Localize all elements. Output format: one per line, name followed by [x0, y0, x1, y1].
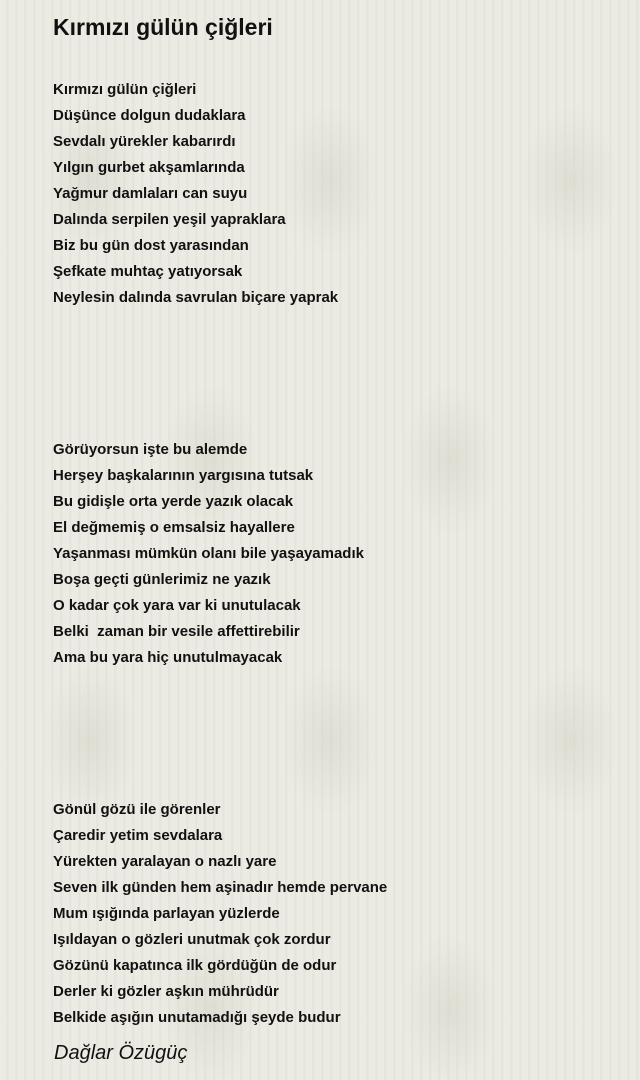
- poem-line: Bu gidişle orta yerde yazık olacak: [53, 493, 294, 510]
- stanza-2: [53, 437, 364, 671]
- stanza-3: [53, 797, 387, 1031]
- poem-line: El değmemiş o emsalsiz hayallere: [53, 519, 295, 536]
- poem-line: Yaşanması mümkün olanı bile yaşayamadık: [53, 545, 364, 562]
- poem-line: Neylesin dalında savrulan biçare yaprak: [53, 289, 339, 306]
- poem-line: Sevdalı yürekler kabarırdı: [53, 133, 236, 150]
- poem-line: Yılgın gurbet akşamlarında: [53, 159, 245, 176]
- poem-line: Yağmur damlaları can suyu: [53, 185, 248, 202]
- poem-author: Dağlar Özügüç: [54, 1042, 188, 1064]
- poem-line: Gözünü kapatınca ilk gördüğün de odur: [53, 957, 337, 974]
- poem-line: Seven ilk günden hem aşinadır hemde pervane: [53, 879, 388, 896]
- poem-line: Çaredir yetim sevdalara: [53, 827, 223, 844]
- poem-line: Düşünce dolgun dudaklara: [53, 107, 246, 124]
- poem-line: Mum ışığında parlayan yüzlerde: [53, 905, 280, 922]
- poem-line: Şefkate muhtaç yatıyorsak: [53, 263, 243, 280]
- poem-line: Ama bu yara hiç unutulmayacak: [53, 649, 283, 666]
- poem-line: Boşa geçti günlerimiz ne yazık: [53, 571, 271, 588]
- poem-line: Belki zaman bir vesile affettirebilir: [53, 623, 300, 640]
- poem-line: Işıldayan o gözleri unutmak çok zordur: [53, 931, 331, 948]
- stanza-1: [53, 77, 338, 311]
- poem-line: Kırmızı gülün çiğleri: [53, 81, 197, 98]
- poem-line: Derler ki gözler aşkın mührüdür: [53, 983, 279, 1000]
- poem-title: Kırmızı gülün çiğleri: [53, 14, 273, 40]
- poem-line: Biz bu gün dost yarasından: [53, 237, 249, 254]
- poem-line: Dalında serpilen yeşil yapraklara: [53, 211, 286, 228]
- poem-line: Herşey başkalarının yargısına tutsak: [53, 467, 314, 484]
- poem-line: Belkide aşığın unutamadığı şeyde budur: [53, 1009, 341, 1026]
- poem-line: Görüyorsun işte bu alemde: [53, 441, 248, 458]
- poem-line: O kadar çok yara var ki unutulacak: [53, 597, 301, 614]
- poem-line: Yürekten yaralayan o nazlı yare: [53, 853, 277, 870]
- poem-line: Gönül gözü ile görenler: [53, 801, 221, 818]
